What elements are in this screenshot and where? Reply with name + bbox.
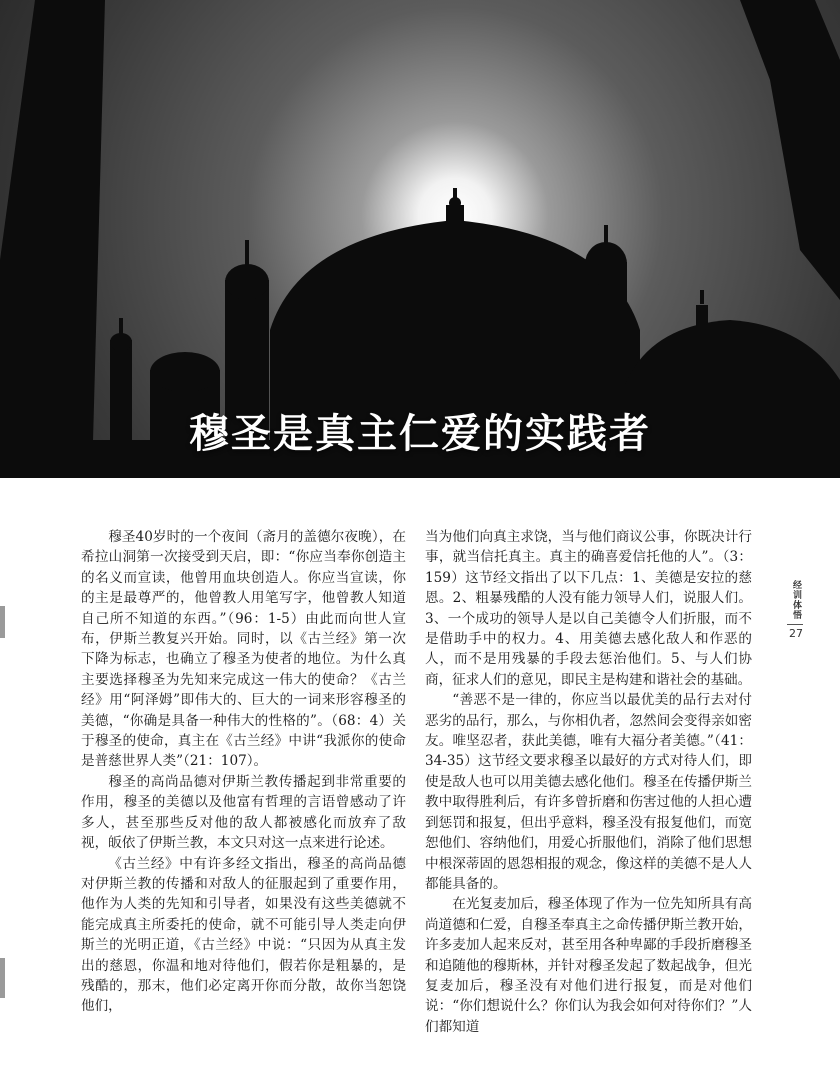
paragraph: “善恶不是一律的，你应当以最优美的品行去对付恶劣的品行，那么，与你相仇者，忽然间会变得亲如密友。唯坚忍者，获此美德，唯有大福分者美德。”（41：34-35）这节经文要求穆圣以最好的方式对待人们，即使是敌人也可以用美德去感化他们。穆圣在传播伊斯兰教中取得胜利后，有许多曾折磨和伤害过他的人担心遭到惩罚和报复，但出乎意料，穆圣没有报复他们，而宽恕他们、容纳他们，用爱心折服他们，消除了他们思想中根深蒂固的恩怨相报的观念，像这样的美德不是人人都能具备的。 — [425, 692, 752, 892]
divider — [787, 624, 803, 625]
article-left-column — [81, 527, 406, 1017]
edge-mark — [0, 958, 5, 998]
hero-image — [0, 0, 840, 478]
paragraph: 当为他们向真主求饶，当与他们商议公事，你既决计行事，就当信托真主。真主的确喜爱信托他的人”。（3：159）这节经文指出了以下几点：1、美德是安拉的慈恩。2、粗暴残酷的人没有能力领导人们，说服人们。3、一个成功的领导人是以自己美德令人们折服，而不是借助手中的权力。4、用美德去感化敌人和作恶的人，而不是用残暴的手段去惩治他们。5、与人们协商，征求人们的意见，即民主是构建和谐社会的基础。 — [425, 529, 752, 688]
running-header — [787, 580, 807, 640]
paragraph: 穆圣40岁时的一个夜间（斋月的盖德尔夜晚），在希拉山洞第一次接受到天启，即：“你应当奉你创造主的名义而宣读，他曾用血块创造人。你应当宣读，你的主是最尊严的，他曾教人用笔写字，他曾教人知道自己所不知道的东西。”（96：1-5）由此而向世人宣布，伊斯兰教复兴开始。同时，以《古兰经》第一次下降为标志，也确立了穆圣为使者的地位。为什么真主要选择穆圣为先知来完成这一伟大的使命？《古兰经》用“阿泽姆”即伟大的、巨大的一词来形容穆圣的美德，“你确是具备一种伟大的性格的”。（68：4）关于穆圣的使命，真主在《古兰经》中讲“我派你的使命是普慈世界人类”（21：107）。 — [81, 529, 406, 770]
page-number: 27 — [789, 627, 803, 640]
paragraph: 穆圣的高尚品德对伊斯兰教传播起到非常重要的作用，穆圣的美德以及他富有哲理的言语曾感动了许多人，甚至那些反对他的敌人都被感化而放弃了敌视，皈依了伊斯兰教，本文只对这一点来进行论述。 — [81, 773, 406, 852]
paragraph: 在光复麦加后，穆圣体现了作为一位先知所具有高尚道德和仁爱，自穆圣奉真主之命传播伊斯兰教开始，许多麦加人起来反对，甚至用各种卑鄙的手段折磨穆圣和追随他的穆斯林，并针对穆圣发起了数起战争，但光复麦加后，穆圣没有对他们进行报复，而是对他们说：“你们想说什么？你们认为我会如何对待你们？”人们都知道 — [425, 896, 752, 1035]
section-label: 经训体悟 — [791, 580, 801, 620]
article-right-column — [425, 527, 752, 1037]
edge-mark — [0, 606, 5, 638]
page-title: 穆圣是真主仁爱的实践者 — [189, 411, 651, 457]
paragraph: 《古兰经》中有许多经文指出，穆圣的高尚品德对伊斯兰教的传播和对敌人的征服起到了重要作用，他作为人类的先知和引导者，如果没有这些美德就不能完成真主所委托的使命，就不可能引导人类走向伊斯兰的光明正道，《古兰经》中说：“只因为从真主发出的慈恩，你温和地对待他们，假若你是粗暴的，是残酷的，那末，他们必定离开你而分散，故你当恕饶他们， — [81, 855, 406, 1015]
